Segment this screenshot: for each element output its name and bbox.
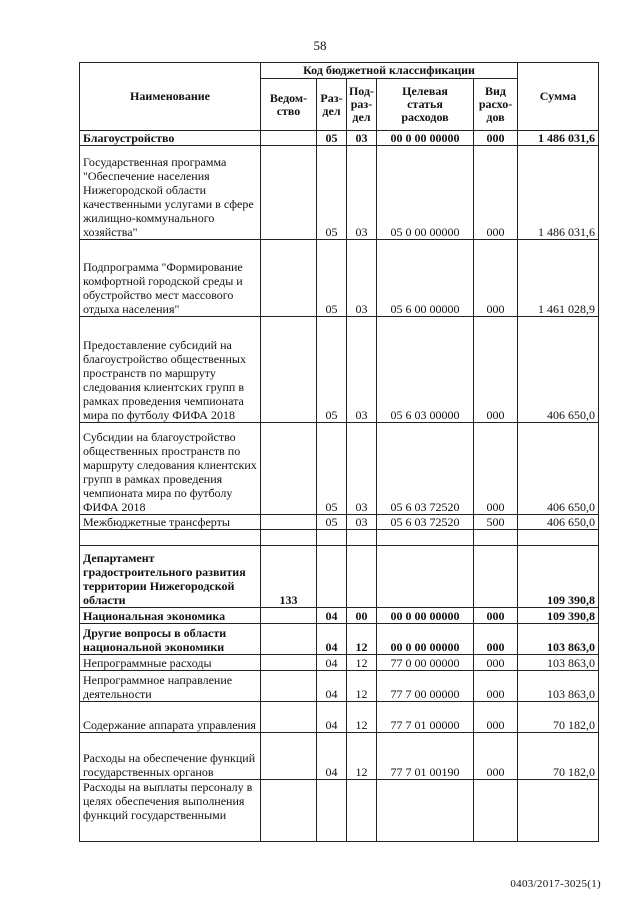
row-section: 04 [317,671,347,702]
document-code: 0403/2017-3025(1) [510,878,601,890]
row-target-article: 05 6 03 00000 [377,317,474,423]
row-expense-type: 000 [474,423,518,515]
row-section [317,546,347,608]
row-subsection: 12 [347,655,377,671]
row-expense-type [474,780,518,842]
table-row [80,515,599,530]
row-name: Содержание аппарата управления [80,702,261,733]
row-target-article: 00 0 00 00000 [377,608,474,624]
row-name: Межбюджетные трансферты [80,515,261,530]
row-amount: 103 863,0 [518,655,599,671]
row-department [261,146,317,240]
table-row [80,702,599,733]
row-section: 04 [317,608,347,624]
header-expense-type: Вид расхо- дов [474,79,518,131]
row-department [261,655,317,671]
row-section: 04 [317,624,347,655]
row-subsection: 03 [347,317,377,423]
row-target-article: 05 6 03 72520 [377,515,474,530]
row-department: 133 [261,546,317,608]
row-target-article: 77 7 00 00000 [377,671,474,702]
row-section: 05 [317,240,347,317]
row-target-article [377,546,474,608]
table-row [80,423,599,515]
table-row [80,780,599,842]
row-amount: 406 650,0 [518,515,599,530]
row-amount: 406 650,0 [518,317,599,423]
row-expense-type: 500 [474,515,518,530]
row-expense-type: 000 [474,131,518,146]
row-expense-type: 000 [474,240,518,317]
row-department [261,240,317,317]
row-amount [518,530,599,546]
header-row-top [80,63,599,79]
table-row [80,146,599,240]
row-department [261,131,317,146]
row-name: Другие вопросы в области национальной экономики [80,624,261,655]
row-expense-type [474,530,518,546]
page-number: 58 [313,38,327,53]
table-row [80,608,599,624]
row-expense-type: 000 [474,317,518,423]
row-name: Расходы на выплаты персоналу в целях обеспечения выполнения функций государственными [80,780,261,842]
row-target-article: 77 0 00 00000 [377,655,474,671]
row-name: Департамент градостроительного развития территории Нижегородской области [80,546,261,608]
row-target-article: 77 7 01 00000 [377,702,474,733]
row-target-article: 00 0 00 00000 [377,131,474,146]
row-expense-type: 000 [474,655,518,671]
table-row [80,624,599,655]
row-target-article: 00 0 00 00000 [377,624,474,655]
row-department [261,733,317,780]
budget-table [79,62,599,842]
row-subsection [347,546,377,608]
row-department [261,780,317,842]
row-subsection: 03 [347,131,377,146]
row-section: 05 [317,317,347,423]
row-name: Расходы на обеспечение функций государственных органов [80,733,261,780]
row-department [261,317,317,423]
row-section [317,780,347,842]
row-section: 04 [317,733,347,780]
row-name: Государственная программа "Обеспечение населения Нижегородской области качественными услугами в сфере жилищно-коммунального хозяйства" [80,146,261,240]
row-expense-type: 000 [474,624,518,655]
row-subsection: 12 [347,671,377,702]
row-target-article [377,780,474,842]
row-name: Национальная экономика [80,608,261,624]
table-row [80,546,599,608]
row-department [261,624,317,655]
row-amount: 1 486 031,6 [518,131,599,146]
row-name: Подпрограмма "Формирование комфортной городской среды и обустройство мест массового отдыха населения" [80,240,261,317]
row-expense-type: 000 [474,608,518,624]
table-row [80,131,599,146]
row-amount: 109 390,8 [518,608,599,624]
row-section: 05 [317,146,347,240]
row-subsection [347,780,377,842]
row-amount: 109 390,8 [518,546,599,608]
header-name: Наименование [80,63,261,131]
table-row [80,317,599,423]
row-subsection: 03 [347,423,377,515]
row-name: Субсидии на благоустройство общественных пространств по маршруту следования клиентских групп в рамках проведения чемпионата мира по футболу ФИФА 2018 [80,423,261,515]
row-amount [518,780,599,842]
row-section: 05 [317,515,347,530]
row-subsection: 00 [347,608,377,624]
table-row [80,671,599,702]
row-expense-type: 000 [474,702,518,733]
row-subsection: 12 [347,702,377,733]
row-amount: 103 863,0 [518,671,599,702]
header-target-article: Целевая статья расходов [377,79,474,131]
row-name: Благоустройство [80,131,261,146]
header-amount: Сумма [518,63,599,131]
row-name: Непрограммное направление деятельности [80,671,261,702]
row-section: 04 [317,655,347,671]
row-target-article: 05 0 00 00000 [377,146,474,240]
row-section: 05 [317,423,347,515]
row-name: Предоставление субсидий на благоустройство общественных пространств по маршруту следования клиентских групп в рамках проведения чемпионата мира по футболу ФИФА 2018 [80,317,261,423]
row-amount: 1 461 028,9 [518,240,599,317]
row-department [261,423,317,515]
row-subsection: 03 [347,146,377,240]
row-department [261,608,317,624]
row-expense-type: 000 [474,671,518,702]
row-department [261,671,317,702]
row-amount: 70 182,0 [518,733,599,780]
row-target-article: 77 7 01 00190 [377,733,474,780]
row-section [317,530,347,546]
header-department: Ведом- ство [261,79,317,131]
row-subsection: 03 [347,240,377,317]
row-target-article [377,530,474,546]
header-subsection: Под- раз- дел [347,79,377,131]
row-amount: 1 486 031,6 [518,146,599,240]
header-budget-code-group: Код бюджетной классификации [261,63,518,79]
row-expense-type: 000 [474,146,518,240]
row-subsection: 12 [347,624,377,655]
row-section: 05 [317,131,347,146]
row-subsection: 12 [347,733,377,780]
row-subsection: 03 [347,515,377,530]
row-department [261,530,317,546]
table-row-empty [80,530,599,546]
row-section: 04 [317,702,347,733]
row-amount: 70 182,0 [518,702,599,733]
row-amount: 406 650,0 [518,423,599,515]
row-expense-type [474,546,518,608]
row-target-article: 05 6 00 00000 [377,240,474,317]
row-target-article: 05 6 03 72520 [377,423,474,515]
row-amount: 103 863,0 [518,624,599,655]
table-row [80,240,599,317]
table-row [80,655,599,671]
row-department [261,702,317,733]
row-name: Непрограммные расходы [80,655,261,671]
row-subsection [347,530,377,546]
table-row [80,733,599,780]
row-department [261,515,317,530]
row-expense-type: 000 [474,733,518,780]
row-name [80,530,261,546]
header-section: Раз- дел [317,79,347,131]
